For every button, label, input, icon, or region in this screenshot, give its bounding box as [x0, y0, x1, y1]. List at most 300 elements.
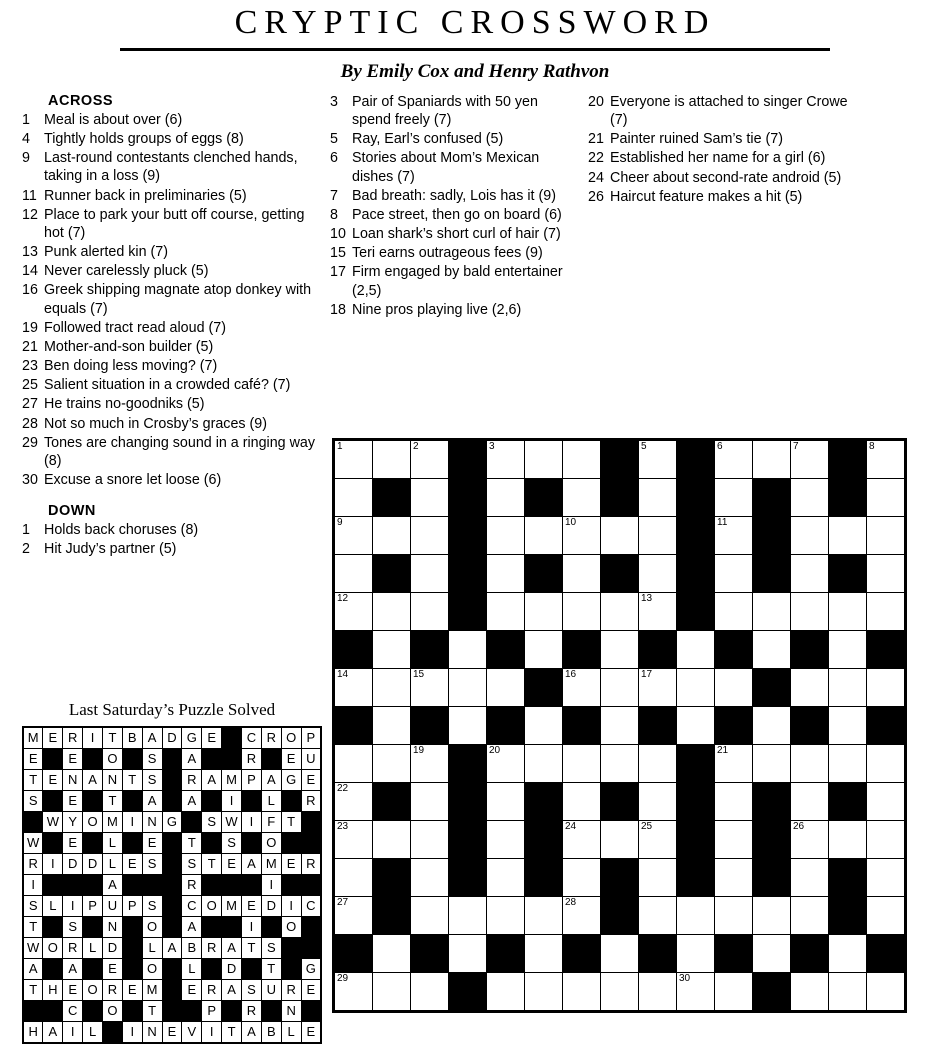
crossword-cell[interactable] — [867, 479, 905, 517]
crossword-cell[interactable] — [601, 593, 639, 631]
crossword-cell[interactable] — [525, 631, 563, 669]
crossword-cell[interactable] — [487, 745, 525, 783]
crossword-block-cell — [525, 669, 563, 707]
clue-item[interactable] — [330, 130, 580, 148]
crossword-cell[interactable] — [601, 821, 639, 859]
crossword-cell[interactable] — [563, 859, 601, 897]
solution-letter-cell: A — [102, 875, 122, 896]
across-heading: ACROSS — [48, 93, 114, 109]
clue-item[interactable] — [22, 130, 322, 148]
solution-letter-cell: R — [261, 727, 281, 749]
crossword-cell[interactable] — [715, 783, 753, 821]
crossword-cell[interactable] — [411, 973, 449, 1011]
clue-item[interactable] — [330, 187, 580, 205]
solution-letter-cell: B — [182, 938, 202, 959]
crossword-block-cell — [449, 973, 487, 1011]
crossword-cell[interactable] — [639, 479, 677, 517]
solution-letter-cell: G — [162, 812, 182, 833]
crossword-cell[interactable] — [563, 897, 601, 935]
clue-number: 21 — [22, 338, 38, 355]
clue-number: 25 — [22, 377, 38, 394]
crossword-cell[interactable] — [753, 707, 791, 745]
crossword-cell[interactable] — [487, 555, 525, 593]
solution-letter-cell: E — [63, 749, 83, 770]
solution-block-cell — [162, 896, 182, 917]
solution-block-cell — [301, 812, 321, 833]
crossword-cell[interactable] — [563, 479, 601, 517]
solution-letter-cell: A — [83, 770, 103, 791]
solution-letter-cell: A — [63, 959, 83, 980]
crossword-cell-number: 22 — [337, 783, 349, 794]
crossword-cell[interactable] — [373, 441, 411, 479]
crossword-cell[interactable] — [525, 745, 563, 783]
clue-number: 21 — [588, 131, 604, 148]
crossword-cell[interactable] — [639, 897, 677, 935]
crossword-cell[interactable] — [791, 517, 829, 555]
clue-item[interactable] — [22, 206, 322, 242]
crossword-block-cell — [829, 479, 867, 517]
solution-letter-cell: T — [242, 938, 262, 959]
crossword-cell-number: 15 — [413, 669, 425, 680]
crossword-cell[interactable] — [487, 593, 525, 631]
crossword-cell[interactable] — [601, 973, 639, 1011]
clue-item[interactable] — [22, 187, 322, 205]
clue-item[interactable] — [22, 281, 322, 317]
crossword-cell[interactable] — [525, 517, 563, 555]
clue-item[interactable] — [588, 130, 858, 148]
clue-item[interactable] — [22, 149, 322, 185]
clue-item[interactable] — [22, 338, 322, 356]
solution-letter-cell: N — [102, 770, 122, 791]
crossword-cell[interactable] — [829, 935, 867, 973]
clue-item[interactable] — [22, 319, 322, 337]
clue-item[interactable] — [22, 243, 322, 261]
clue-text: Hit Judy’s partner (5) — [44, 541, 177, 558]
crossword-row — [335, 441, 905, 479]
crossword-cell-number: 29 — [337, 973, 349, 984]
crossword-block-cell — [487, 935, 525, 973]
crossword-cell[interactable] — [639, 593, 677, 631]
crossword-cell[interactable] — [867, 555, 905, 593]
crossword-block-cell — [449, 555, 487, 593]
crossword-cell[interactable] — [373, 935, 411, 973]
crossword-cell[interactable] — [525, 441, 563, 479]
solution-letter-cell: T — [202, 854, 222, 875]
crossword-cell-number: 3 — [489, 441, 495, 452]
crossword-block-cell — [449, 479, 487, 517]
solution-block-cell — [122, 791, 142, 812]
crossword-cell[interactable] — [335, 973, 373, 1011]
crossword-block-cell — [715, 935, 753, 973]
solution-block-cell — [222, 1001, 242, 1022]
crossword-row — [335, 707, 905, 745]
crossword-cell[interactable] — [715, 479, 753, 517]
solution-block-cell — [122, 1001, 142, 1022]
crossword-cell[interactable] — [829, 973, 867, 1011]
crossword-cell-number: 6 — [717, 441, 723, 452]
solution-letter-cell: S — [142, 896, 162, 917]
solution-letter-cell: A — [202, 770, 222, 791]
clue-item[interactable] — [588, 169, 858, 187]
crossword-cell-number: 27 — [337, 897, 349, 908]
solution-letter-cell: L — [83, 1022, 103, 1044]
crossword-cell[interactable] — [487, 441, 525, 479]
crossword-cell[interactable] — [487, 479, 525, 517]
crossword-cell[interactable] — [829, 593, 867, 631]
clue-item[interactable] — [22, 434, 322, 470]
crossword-row — [335, 821, 905, 859]
clue-item[interactable] — [22, 262, 322, 280]
crossword-cell[interactable] — [335, 441, 373, 479]
crossword-cell[interactable] — [563, 973, 601, 1011]
solution-letter-cell: S — [142, 854, 162, 875]
crossword-block-cell — [449, 821, 487, 859]
clue-item[interactable] — [588, 188, 858, 206]
clue-item[interactable] — [22, 376, 322, 394]
crossword-cell[interactable] — [715, 517, 753, 555]
solution-letter-cell: E — [301, 980, 321, 1001]
crossword-cell[interactable] — [487, 973, 525, 1011]
crossword-cell[interactable] — [411, 593, 449, 631]
crossword-cell[interactable] — [411, 859, 449, 897]
solution-letter-cell: T — [222, 1022, 242, 1044]
crossword-cell[interactable] — [373, 973, 411, 1011]
clue-text: Salient situation in a crowded café? (7) — [44, 377, 291, 394]
clue-item[interactable] — [330, 244, 580, 262]
crossword-cell[interactable] — [373, 707, 411, 745]
crossword-cell[interactable] — [791, 479, 829, 517]
clue-text: Runner back in preliminaries (5) — [44, 187, 247, 204]
crossword-cell[interactable] — [525, 707, 563, 745]
solution-letter-cell: T — [23, 770, 43, 791]
crossword-cell[interactable] — [563, 745, 601, 783]
clue-number: 18 — [330, 301, 346, 318]
crossword-cell[interactable] — [487, 517, 525, 555]
crossword-cell[interactable] — [601, 669, 639, 707]
solution-letter-cell: P — [301, 727, 321, 749]
crossword-cell[interactable] — [677, 973, 715, 1011]
crossword-cell[interactable] — [829, 821, 867, 859]
crossword-cell[interactable] — [335, 783, 373, 821]
crossword-row — [335, 555, 905, 593]
masthead — [0, 0, 950, 83]
solution-letter-cell: R — [301, 854, 321, 875]
crossword-cell[interactable] — [715, 669, 753, 707]
crossword-cell[interactable] — [335, 517, 373, 555]
crossword-cell[interactable] — [487, 897, 525, 935]
crossword-cell[interactable] — [601, 631, 639, 669]
solution-block-cell — [281, 959, 301, 980]
crossword-cell[interactable] — [791, 669, 829, 707]
solution-letter-cell: W — [23, 833, 43, 854]
clue-item[interactable] — [22, 357, 322, 375]
crossword-cell[interactable] — [411, 479, 449, 517]
solution-letter-cell: R — [63, 938, 83, 959]
crossword-block-cell — [373, 479, 411, 517]
solution-block-cell — [43, 875, 63, 896]
crossword-cell[interactable] — [411, 897, 449, 935]
clue-item[interactable] — [330, 149, 580, 185]
crossword-cell[interactable] — [563, 593, 601, 631]
crossword-cell[interactable] — [563, 821, 601, 859]
crossword-cell[interactable] — [487, 859, 525, 897]
crossword-cell[interactable] — [563, 441, 601, 479]
solution-letter-cell: T — [122, 770, 142, 791]
clue-item[interactable] — [330, 93, 580, 129]
crossword-cell[interactable] — [373, 745, 411, 783]
crossword-cell[interactable] — [411, 669, 449, 707]
crossword-cell[interactable] — [791, 859, 829, 897]
crossword-grid[interactable] — [332, 438, 907, 1013]
solution-block-cell — [162, 833, 182, 854]
solution-letter-cell: O — [142, 917, 162, 938]
crossword-cell[interactable] — [563, 555, 601, 593]
solution-letter-cell: G — [281, 770, 301, 791]
crossword-cell[interactable] — [639, 973, 677, 1011]
crossword-cell[interactable] — [791, 821, 829, 859]
crossword-cell[interactable] — [791, 897, 829, 935]
crossword-cell[interactable] — [829, 707, 867, 745]
crossword-cell[interactable] — [449, 935, 487, 973]
crossword-cell-number: 24 — [565, 821, 577, 832]
crossword-cell[interactable] — [639, 859, 677, 897]
solution-block-cell — [301, 1001, 321, 1022]
crossword-cell[interactable] — [791, 555, 829, 593]
crossword-cell[interactable] — [715, 441, 753, 479]
clue-item[interactable] — [22, 521, 322, 539]
crossword-cell[interactable] — [829, 517, 867, 555]
crossword-cell[interactable] — [601, 517, 639, 555]
crossword-cell[interactable] — [335, 859, 373, 897]
clue-item[interactable] — [22, 540, 322, 558]
crossword-row — [335, 745, 905, 783]
solution-letter-cell: C — [63, 1001, 83, 1022]
crossword-cell[interactable] — [753, 441, 791, 479]
crossword-row — [335, 631, 905, 669]
solution-letter-cell: R — [182, 770, 202, 791]
crossword-block-cell — [753, 517, 791, 555]
crossword-cell[interactable] — [563, 669, 601, 707]
solution-block-cell — [43, 1001, 63, 1022]
crossword-cell[interactable] — [335, 555, 373, 593]
crossword-cell[interactable] — [829, 631, 867, 669]
crossword-cell[interactable] — [373, 669, 411, 707]
crossword-cell[interactable] — [373, 631, 411, 669]
crossword-cell[interactable] — [867, 517, 905, 555]
crossword-cell[interactable] — [411, 555, 449, 593]
crossword-block-cell — [601, 555, 639, 593]
crossword-cell[interactable] — [715, 593, 753, 631]
crossword-block-cell — [677, 859, 715, 897]
crossword-cell[interactable] — [715, 821, 753, 859]
crossword-cell[interactable] — [715, 555, 753, 593]
crossword-cell[interactable] — [753, 935, 791, 973]
crossword-cell[interactable] — [525, 935, 563, 973]
solution-letter-cell: E — [102, 959, 122, 980]
crossword-cell[interactable] — [487, 783, 525, 821]
crossword-cell[interactable] — [867, 441, 905, 479]
solution-letter-cell: T — [23, 980, 43, 1001]
crossword-cell[interactable] — [411, 821, 449, 859]
crossword-cell[interactable] — [373, 821, 411, 859]
solution-letter-cell: M — [102, 812, 122, 833]
crossword-cell[interactable] — [411, 441, 449, 479]
clue-item[interactable] — [22, 111, 322, 129]
crossword-cell[interactable] — [791, 593, 829, 631]
crossword-block-cell — [411, 631, 449, 669]
crossword-block-cell — [639, 707, 677, 745]
clue-text: Bad breath: sadly, Lois has it (9) — [352, 187, 556, 204]
clue-item[interactable] — [588, 149, 858, 167]
clue-text: Firm engaged by bald entertainer (2,5) — [352, 264, 563, 299]
crossword-cell[interactable] — [487, 821, 525, 859]
crossword-cell[interactable] — [373, 517, 411, 555]
solution-letter-cell: D — [63, 854, 83, 875]
clue-text: Holds back choruses (8) — [44, 522, 199, 539]
crossword-cell[interactable] — [677, 631, 715, 669]
clue-text: Nine pros playing live (2,6) — [352, 301, 522, 318]
crossword-cell[interactable] — [639, 517, 677, 555]
crossword-cell[interactable] — [867, 669, 905, 707]
crossword-cell[interactable] — [677, 669, 715, 707]
solution-block-cell — [43, 917, 63, 938]
crossword-block-cell — [335, 707, 373, 745]
crossword-cell[interactable] — [715, 897, 753, 935]
crossword-cell[interactable] — [867, 859, 905, 897]
clue-text: Loan shark’s short curl of hair (7) — [352, 226, 561, 243]
crossword-cell[interactable] — [791, 441, 829, 479]
crossword-block-cell — [753, 669, 791, 707]
crossword-cell[interactable] — [449, 707, 487, 745]
solution-letter-cell: E — [122, 854, 142, 875]
crossword-cell[interactable] — [867, 897, 905, 935]
crossword-cell[interactable] — [715, 973, 753, 1011]
crossword-cell[interactable] — [601, 707, 639, 745]
crossword-cell[interactable] — [867, 821, 905, 859]
crossword-cell[interactable] — [791, 783, 829, 821]
crossword-cell[interactable] — [829, 745, 867, 783]
crossword-cell[interactable] — [753, 745, 791, 783]
clue-item[interactable] — [22, 395, 322, 413]
crossword-cell[interactable] — [753, 897, 791, 935]
solution-letter-cell: O — [83, 980, 103, 1001]
page-title: CRYPTIC CROSSWORD — [234, 4, 716, 41]
crossword-cell[interactable] — [449, 897, 487, 935]
crossword-block-cell — [525, 821, 563, 859]
clue-text: Everyone is attached to singer Crowe (7) — [610, 94, 848, 129]
crossword-cell[interactable] — [601, 745, 639, 783]
crossword-cell[interactable] — [639, 745, 677, 783]
crossword-cell[interactable] — [639, 821, 677, 859]
clue-text: Not so much in Crosby’s graces (9) — [44, 415, 268, 432]
crossword-cell[interactable] — [449, 669, 487, 707]
crossword-cell[interactable] — [639, 441, 677, 479]
solution-letter-cell: C — [301, 896, 321, 917]
crossword-block-cell — [829, 897, 867, 935]
crossword-cell[interactable] — [563, 517, 601, 555]
crossword-cell[interactable] — [335, 821, 373, 859]
crossword-cell[interactable] — [677, 707, 715, 745]
crossword-cell-number: 21 — [717, 745, 729, 756]
crossword-cell[interactable] — [867, 745, 905, 783]
crossword-cell[interactable] — [411, 783, 449, 821]
crossword-cell[interactable] — [639, 555, 677, 593]
clue-item[interactable] — [22, 415, 322, 433]
crossword-cell[interactable] — [487, 669, 525, 707]
solution-block-cell — [122, 938, 142, 959]
solution-block-cell — [162, 854, 182, 875]
crossword-cell[interactable] — [449, 631, 487, 669]
solution-block-cell — [222, 749, 242, 770]
crossword-block-cell — [677, 745, 715, 783]
clue-item[interactable] — [330, 206, 580, 224]
solution-block-cell — [162, 980, 182, 1001]
clue-item[interactable] — [330, 301, 580, 319]
crossword-cell[interactable] — [525, 897, 563, 935]
crossword-cell[interactable] — [791, 745, 829, 783]
crossword-cell[interactable] — [677, 897, 715, 935]
crossword-block-cell — [601, 479, 639, 517]
clue-text: Tones are changing sound in a ringing way (8) — [44, 434, 316, 469]
crossword-cell[interactable] — [867, 783, 905, 821]
solution-letter-cell: M — [23, 727, 43, 749]
clue-item[interactable] — [330, 225, 580, 243]
crossword-block-cell — [791, 631, 829, 669]
solution-block-cell — [261, 749, 281, 770]
solution-letter-cell: I — [242, 917, 262, 938]
crossword-row — [335, 517, 905, 555]
crossword-cell[interactable] — [525, 973, 563, 1011]
crossword-cell[interactable] — [639, 669, 677, 707]
clue-item[interactable] — [588, 93, 858, 129]
solution-letter-cell: C — [182, 896, 202, 917]
crossword-cell[interactable] — [411, 517, 449, 555]
crossword-cell[interactable] — [753, 631, 791, 669]
crossword-cell[interactable] — [563, 783, 601, 821]
clue-item[interactable] — [22, 471, 322, 489]
crossword-cell[interactable] — [715, 745, 753, 783]
solution-letter-cell: I — [242, 812, 262, 833]
crossword-cell[interactable] — [335, 669, 373, 707]
solution-block-cell — [222, 875, 242, 896]
crossword-cell[interactable] — [867, 973, 905, 1011]
crossword-cell[interactable] — [867, 593, 905, 631]
crossword-cell[interactable] — [411, 745, 449, 783]
crossword-cell[interactable] — [335, 745, 373, 783]
solution-letter-cell: I — [122, 812, 142, 833]
crossword-cell[interactable] — [601, 935, 639, 973]
crossword-cell[interactable] — [525, 593, 563, 631]
crossword-cell[interactable] — [639, 783, 677, 821]
crossword-cell[interactable] — [335, 593, 373, 631]
solution-letter-cell: M — [222, 770, 242, 791]
crossword-cell[interactable] — [373, 593, 411, 631]
crossword-cell[interactable] — [753, 593, 791, 631]
clue-number: 17 — [330, 264, 346, 281]
crossword-cell[interactable] — [791, 973, 829, 1011]
crossword-cell[interactable] — [829, 669, 867, 707]
crossword-cell[interactable] — [715, 859, 753, 897]
crossword-cell[interactable] — [677, 935, 715, 973]
solution-letter-cell: P — [122, 896, 142, 917]
crossword-cell[interactable] — [335, 897, 373, 935]
crossword-grid-table[interactable] — [334, 440, 905, 1011]
solution-letter-cell: E — [202, 727, 222, 749]
clue-item[interactable] — [330, 263, 580, 299]
solution-letter-cell: A — [142, 791, 162, 812]
crossword-cell[interactable] — [335, 479, 373, 517]
clue-number: 23 — [22, 358, 38, 375]
